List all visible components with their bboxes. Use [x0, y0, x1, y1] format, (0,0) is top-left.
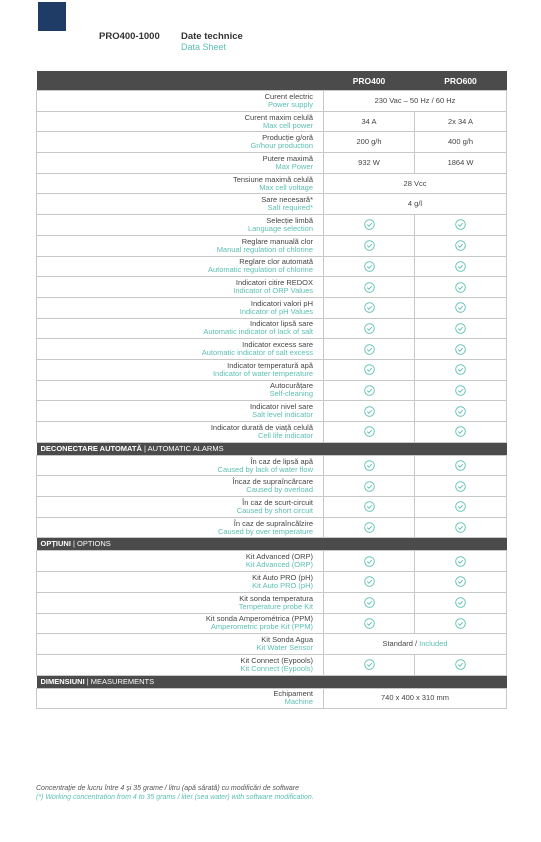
- table-row: [37, 339, 507, 360]
- row-label: [37, 235, 324, 256]
- label-en: Manual regulation of chlorine: [216, 244, 313, 254]
- check-icon: [455, 219, 466, 230]
- table-row: [37, 476, 507, 497]
- check-icon: [455, 323, 466, 334]
- title-ro: Date technice: [181, 31, 243, 42]
- included-text: Included: [419, 639, 448, 649]
- label-en: Amperometric probe Kit (PPM): [210, 622, 313, 632]
- check-icon: [455, 385, 466, 396]
- check-icon: [364, 597, 375, 608]
- table-row: [37, 551, 507, 572]
- label-ro: Producție g/oră: [262, 133, 313, 143]
- label-ro: Indicatori citire REDOX: [235, 278, 313, 288]
- label-en: Self-cleaning: [269, 389, 313, 399]
- column-header: PRO400: [324, 71, 415, 91]
- check-icon: [364, 219, 375, 230]
- table-row: [37, 401, 507, 422]
- row-label: [37, 297, 324, 318]
- table-row: [37, 497, 507, 518]
- section-header: OPȚIUNI | OPTIONS: [37, 538, 507, 551]
- row-label: [37, 194, 324, 215]
- row-label: [37, 153, 324, 174]
- check-icon: [364, 481, 375, 492]
- table-row: [37, 517, 507, 538]
- label-en: Max Power: [275, 161, 313, 171]
- table-row: [37, 613, 507, 634]
- check-icon: [364, 364, 375, 375]
- label-en: Automatic indicator of lack of salt: [203, 327, 313, 337]
- label-en: Max cell voltage: [259, 182, 313, 192]
- label-en: Cell life indicator: [257, 430, 313, 440]
- value-merged: 740 x 400 x 310 mm: [324, 688, 507, 709]
- table-row: [37, 455, 507, 476]
- check-icon: [364, 344, 375, 355]
- row-label: [37, 359, 324, 380]
- section-header: DECONECTARE AUTOMATĂ | AUTOMATIC ALARMS: [37, 442, 507, 455]
- row-label: [37, 476, 324, 497]
- row-label: [37, 215, 324, 236]
- label-en: Kit Connect (Eypools): [240, 663, 313, 673]
- label-en: Caused by over temperature: [217, 526, 313, 536]
- table-row: [37, 153, 507, 174]
- table-row: [37, 572, 507, 593]
- spec-table: [36, 71, 507, 709]
- section-title-ro: DECONECTARE AUTOMATĂ: [40, 443, 142, 453]
- table-row: [37, 277, 507, 298]
- label-ro: Kit Sonda Agua: [261, 635, 313, 645]
- check-icon: [364, 302, 375, 313]
- label-en: Automatic regulation of chlorine: [207, 265, 313, 275]
- row-label: [37, 401, 324, 422]
- row-label: [37, 455, 324, 476]
- label-ro: Kit Advanced (ORP): [245, 552, 313, 562]
- label-en: Language selection: [247, 223, 313, 233]
- check-icon: [364, 385, 375, 396]
- label-en: Max cell power: [262, 120, 313, 130]
- table-row: [37, 688, 507, 709]
- check-icon: [364, 240, 375, 251]
- check-icon: [364, 556, 375, 567]
- label-ro: Kit Connect (Eypools): [240, 655, 313, 665]
- value-pro600: 1864 W: [415, 153, 507, 174]
- check-icon: [364, 501, 375, 512]
- table-row: [37, 235, 507, 256]
- label-ro: Indicator excess sare: [242, 340, 313, 350]
- table-row: [37, 173, 507, 194]
- check-icon: [364, 282, 375, 293]
- row-label: [37, 173, 324, 194]
- label-ro: Indicator temperatură apă: [227, 360, 313, 370]
- label-ro: Kit sonda Amperométrica (PPM): [205, 614, 313, 624]
- title-en: Data Sheet: [181, 42, 227, 52]
- check-icon: [364, 659, 375, 670]
- table-row: [37, 194, 507, 215]
- label-en: Kit Auto PRO (pH): [252, 580, 313, 590]
- label-ro: Indicator lipsă sare: [250, 319, 313, 329]
- value-merged: 4 g/l: [324, 194, 507, 215]
- check-icon: [455, 240, 466, 251]
- check-icon: [455, 659, 466, 670]
- check-icon: [455, 261, 466, 272]
- label-ro: Încaz de supraîncărcare: [232, 477, 313, 487]
- label-ro: Curent electric: [264, 91, 313, 101]
- label-ro: Indicatori valori pH: [250, 298, 313, 308]
- section-title-ro: OPȚIUNI: [40, 539, 71, 549]
- row-label: [37, 132, 324, 153]
- check-icon: [455, 501, 466, 512]
- label-en: Caused by lack of water flow: [217, 464, 313, 474]
- footnote-ro: Concentrație de lucru între 4 și 35 grame / litru (apă sărată) cu modificări de software: [36, 785, 300, 792]
- row-label: [37, 91, 324, 112]
- check-icon: [455, 576, 466, 587]
- label-ro: Echipament: [273, 689, 313, 699]
- check-icon: [455, 597, 466, 608]
- label-en: Indicator of pH Values: [239, 306, 313, 316]
- table-row: [37, 318, 507, 339]
- value-pro400: 932 W: [324, 153, 415, 174]
- row-label: [37, 613, 324, 634]
- label-en: Automatic indicator of salt excess: [201, 348, 313, 358]
- model-range: PRO400-1000: [99, 31, 160, 42]
- label-ro: Curent maxim celulă: [244, 112, 313, 122]
- row-label: [37, 111, 324, 132]
- row-label: [37, 497, 324, 518]
- label-en: Temperature probe Kit: [238, 601, 313, 611]
- label-ro: Autocurățare: [270, 381, 313, 391]
- row-label: [37, 551, 324, 572]
- row-label: [37, 688, 324, 709]
- check-icon: [455, 460, 466, 471]
- check-icon: [364, 323, 375, 334]
- label-en: Indicator of water temperature: [212, 368, 313, 378]
- row-label: [37, 422, 324, 443]
- label-ro: Sare necesară*: [261, 195, 313, 205]
- value-merged: 28 Vcc: [324, 173, 507, 194]
- table-row: [37, 91, 507, 112]
- row-label: [37, 318, 324, 339]
- section-title-en: MEASUREMENTS: [90, 676, 155, 686]
- value-merged: 230 Vac – 50 Hz / 60 Hz: [324, 91, 507, 112]
- check-icon: [455, 282, 466, 293]
- table-row: [37, 380, 507, 401]
- label-en: Kit Water Sensor: [256, 643, 313, 653]
- row-label: [37, 256, 324, 277]
- row-label: [37, 634, 324, 655]
- value-pro600: 2x 34 A: [415, 111, 507, 132]
- label-ro: În caz de lipsă apă: [250, 456, 313, 466]
- table-header-row: [37, 71, 507, 91]
- row-label: [37, 339, 324, 360]
- check-icon: [364, 261, 375, 272]
- label-en: Caused by overload: [246, 485, 313, 495]
- label-ro: Putere maximă: [262, 153, 313, 163]
- label-en: Salt required*: [267, 203, 313, 213]
- section-title-ro: DIMENSIUNI: [40, 676, 85, 686]
- label-en: Salt level indicator: [252, 410, 313, 420]
- check-icon: [364, 460, 375, 471]
- standard-text: Standard /: [382, 639, 420, 649]
- section-title-en: AUTOMATIC ALARMS: [147, 443, 224, 453]
- check-icon: [455, 481, 466, 492]
- label-ro: Indicator nivel sare: [250, 402, 313, 412]
- check-icon: [364, 576, 375, 587]
- value-pro400: 34 A: [324, 111, 415, 132]
- check-icon: [455, 406, 466, 417]
- check-icon: [364, 426, 375, 437]
- row-label: [37, 572, 324, 593]
- section-title-en: OPTIONS: [77, 539, 111, 549]
- label-ro: În caz de supraîncălzire: [233, 518, 313, 528]
- row-label: [37, 517, 324, 538]
- row-label: [37, 277, 324, 298]
- label-ro: În caz de scurt-circuit: [242, 497, 313, 507]
- table-row: [37, 132, 507, 153]
- label-ro: Reglare manuală clor: [241, 236, 313, 246]
- value-merged: [324, 634, 507, 655]
- table-row: [37, 359, 507, 380]
- table-row: [37, 256, 507, 277]
- section-header: DIMENSIUNI | MEASUREMENTS: [37, 675, 507, 688]
- check-icon: [455, 522, 466, 533]
- row-label: [37, 654, 324, 675]
- value-pro400: 200 g/h: [324, 132, 415, 153]
- check-icon: [364, 406, 375, 417]
- label-en: Machine: [284, 697, 313, 707]
- table-row: [37, 592, 507, 613]
- label-ro: Reglare clor automată: [239, 257, 313, 267]
- footnote-en: (*) Working concentration from 4 to 35 grams / liter (sea water) with software modification.: [36, 794, 314, 801]
- column-header: PRO600: [415, 71, 507, 91]
- check-icon: [364, 522, 375, 533]
- label-ro: Selecție limbă: [266, 215, 313, 225]
- row-label: [37, 380, 324, 401]
- label-ro: Tensiune maximă celulă: [232, 174, 313, 184]
- check-icon: [455, 302, 466, 313]
- check-icon: [455, 426, 466, 437]
- check-icon: [455, 618, 466, 629]
- row-label: [37, 592, 324, 613]
- label-ro: Indicator durată de viață celulă: [210, 422, 313, 432]
- table-row: [37, 634, 507, 655]
- check-icon: [455, 364, 466, 375]
- check-icon: [455, 556, 466, 567]
- table-row: [37, 654, 507, 675]
- label-en: Kit Advanced (ORP): [245, 560, 313, 570]
- table-row: [37, 297, 507, 318]
- check-icon: [455, 344, 466, 355]
- label-ro: Kit sonda temperatura: [239, 593, 313, 603]
- check-icon: [364, 618, 375, 629]
- label-en: Indicator of ORP Values: [233, 286, 313, 296]
- label-en: Caused by short circuit: [236, 505, 313, 515]
- label-en: Power supply: [267, 99, 313, 109]
- table-row: [37, 422, 507, 443]
- table-row: [37, 111, 507, 132]
- label-en: Gr/hour production: [250, 141, 313, 151]
- table-row: [37, 215, 507, 236]
- value-pro600: 400 g/h: [415, 132, 507, 153]
- label-ro: Kit Auto PRO (pH): [252, 572, 313, 582]
- brand-logo: [38, 2, 66, 31]
